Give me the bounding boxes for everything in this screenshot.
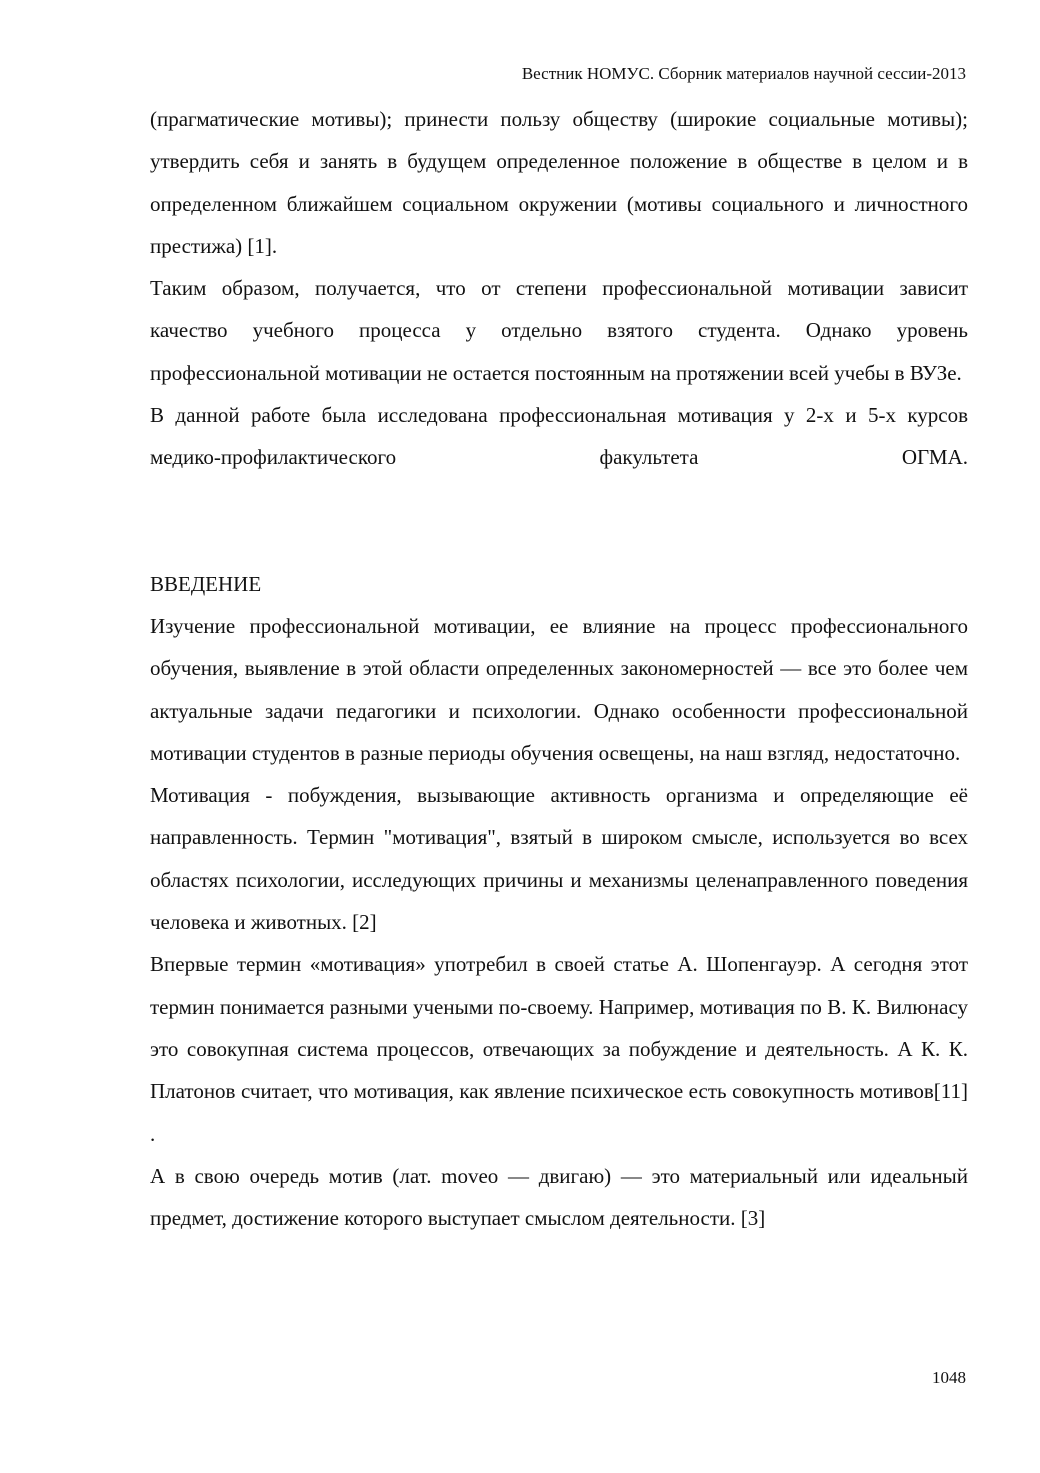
paragraph-motivation-definition: Мотивация - побуждения, вызывающие активность организма и определяющие её направленность. Термин "мотивация", взятый в широком смысле, используется во всех областях психологии, исследующих причины и механизмы целенаправленного поведения человека и животных. [2] (150, 783, 968, 935)
paragraph-introduction: Изучение профессиональной мотивации, ее влияние на процесс профессионального обучения, выявление в этой области определенных закономерностей — все это более чем актуальные задачи педагогики и психологии. Однако особенности профессиональной мотивации студентов в разные периоды обучения освещены, на наш взгляд, недостаточно. (150, 613, 968, 765)
paragraph-term-history: Впервые термин «мотивация» употребил в своей статье А. Шопенгауэр. А сегодня этот термин понимается разными учеными по-своему. Например, мотивация по В. К. Вилюнасу это совокупная система процессов, отвечающих за побуждение и деятельность. А К. К. Платонов считает, что мотивация, как явление психическое есть совокупность мотивов[11] . (150, 952, 968, 1146)
document-body (150, 98, 968, 1239)
paragraph-summary: Таким образом, получается, что от степени профессиональной мотивации зависит качество учебного процесса у отдельно взятого студента. Однако уровень профессиональной мотивации не остается постоянным на протяжении всей учебы в ВУЗе. (150, 276, 968, 385)
paragraph-motives: (прагматические мотивы); принести пользу обществу (широкие социальные мотивы); утвердить себя и занять в будущем определенное положение в обществе в целом и в определенном ближайшем социальном окружении (мотивы социального и личностного престижа) [1]. (150, 107, 968, 258)
paragraph-study-scope: В данной работе была исследована профессиональная мотивация у 2-х и 5-х курсов медико-профилактического факультета ОГМА. (150, 403, 968, 470)
page-number: 1048 (932, 1368, 966, 1387)
running-header: Вестник НОМУС. Сборник материалов научной сессии-2013 (521, 64, 966, 83)
section-spacer (150, 479, 968, 563)
paragraph-motive-definition: А в свою очередь мотив (лат. moveo — двигаю) — это материальный или идеальный предмет, достижение которого выступает смыслом деятельности. [3] (150, 1163, 968, 1231)
section-heading-introduction: ВВЕДЕНИЕ (150, 571, 262, 596)
